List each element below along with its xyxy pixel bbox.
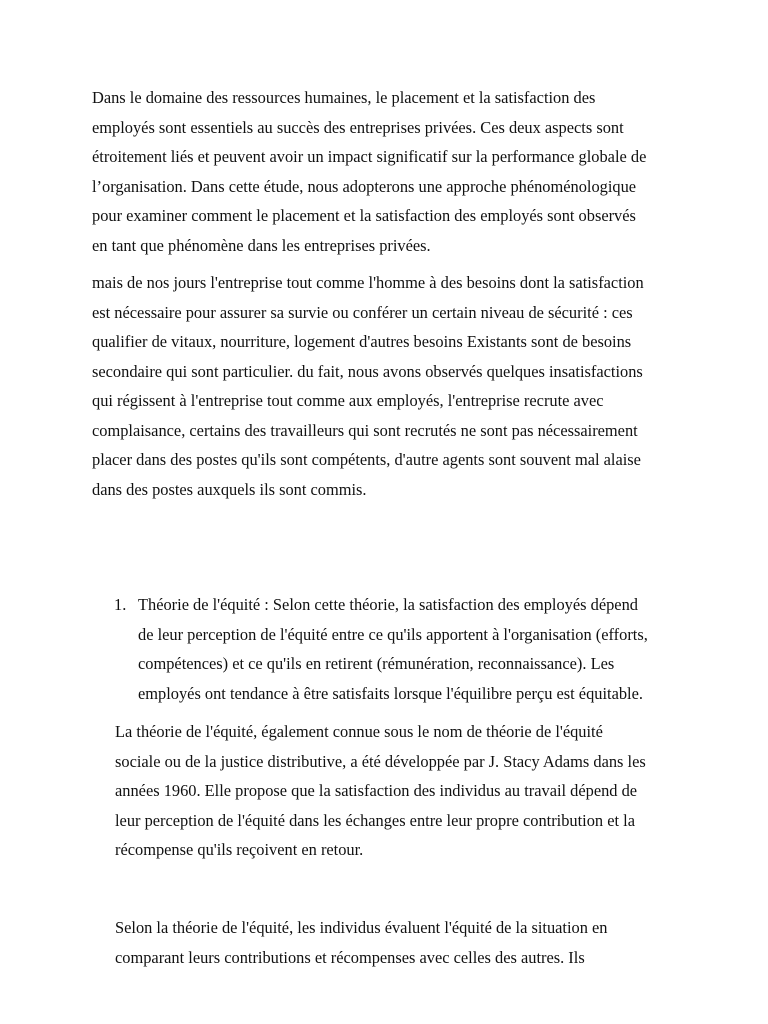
numbered-list bbox=[114, 590, 648, 708]
text-line: en tant que phénomène dans les entreprises privées. bbox=[92, 235, 431, 255]
text-line: complaisance, certains des travailleurs qui sont recrutés ne sont pas nécessairement bbox=[92, 420, 638, 440]
text-line: l’organisation. Dans cette étude, nous adopterons une approche phénoménologique bbox=[92, 176, 637, 196]
text-line: qui régissent à l'entreprise tout comme aux employés, l'entreprise recrute avec bbox=[92, 391, 604, 410]
context-paragraph bbox=[92, 268, 644, 504]
text-line: récompense qu'ils reçoivent en retour. bbox=[115, 840, 364, 859]
text-line: est nécessaire pour assurer sa survie ou conférer un certain niveau de sécurité : ces bbox=[92, 302, 633, 322]
text-line: étroitement liés et peuvent avoir un impact significatif sur la performance globale de bbox=[92, 147, 647, 166]
text-line: de leur perception de l'équité entre ce qu'ils apportent à l'organisation (efforts, bbox=[138, 624, 648, 644]
text-line: comparant leurs contributions et récompenses avec celles des autres. Ils bbox=[115, 947, 585, 967]
text-line: Dans le domaine des ressources humaines, le placement et la satisfaction des bbox=[92, 88, 596, 107]
text-line: employés ont tendance à être satisfaits lorsque l'équilibre perçu est équitable. bbox=[138, 683, 643, 703]
text-line: compétences) et ce qu'ils en retirent (rémunération, reconnaissance). Les bbox=[138, 654, 615, 673]
text-line: Théorie de l'équité : Selon cette théorie, la satisfaction des employés dépend bbox=[138, 595, 638, 614]
text-line: qualifier de vitaux, nourriture, logement d'autres besoins Existants sont de besoins bbox=[92, 332, 632, 351]
text-line: dans des postes auxquels ils sont commis. bbox=[92, 479, 367, 499]
text-line: pour examiner comment le placement et la satisfaction des employés sont observés bbox=[92, 206, 636, 225]
text-line: leur perception de l'équité dans les échanges entre leur propre contribution et la bbox=[115, 810, 635, 830]
list-number: 1. bbox=[114, 595, 127, 614]
text-line: années 1960. Elle propose que la satisfaction des individus au travail dépend de bbox=[115, 781, 638, 800]
text-line: employés sont essentiels au succès des entreprises privées. Ces deux aspects sont bbox=[92, 117, 624, 137]
intro-paragraph bbox=[92, 83, 646, 260]
text-line: La théorie de l'équité, également connue sous le nom de théorie de l'équité bbox=[115, 722, 603, 741]
comparison-paragraph bbox=[115, 913, 608, 972]
text-line: sociale ou de la justice distributive, a été développée par J. Stacy Adams dans les bbox=[115, 751, 646, 771]
list-item bbox=[114, 590, 648, 708]
text-line: placer dans des postes qu'ils sont compétents, d'autre agents sont souvent mal alaise bbox=[92, 450, 641, 469]
text-line: secondaire qui sont particulier. du fait, nous avons observés quelques insatisfactions bbox=[92, 361, 643, 381]
text-line: Selon la théorie de l'équité, les individus évaluent l'équité de la situation en bbox=[115, 918, 608, 937]
equity-theory-paragraph bbox=[115, 717, 646, 865]
text-line: mais de nos jours l'entreprise tout comme l'homme à des besoins dont la satisfaction bbox=[92, 273, 644, 292]
